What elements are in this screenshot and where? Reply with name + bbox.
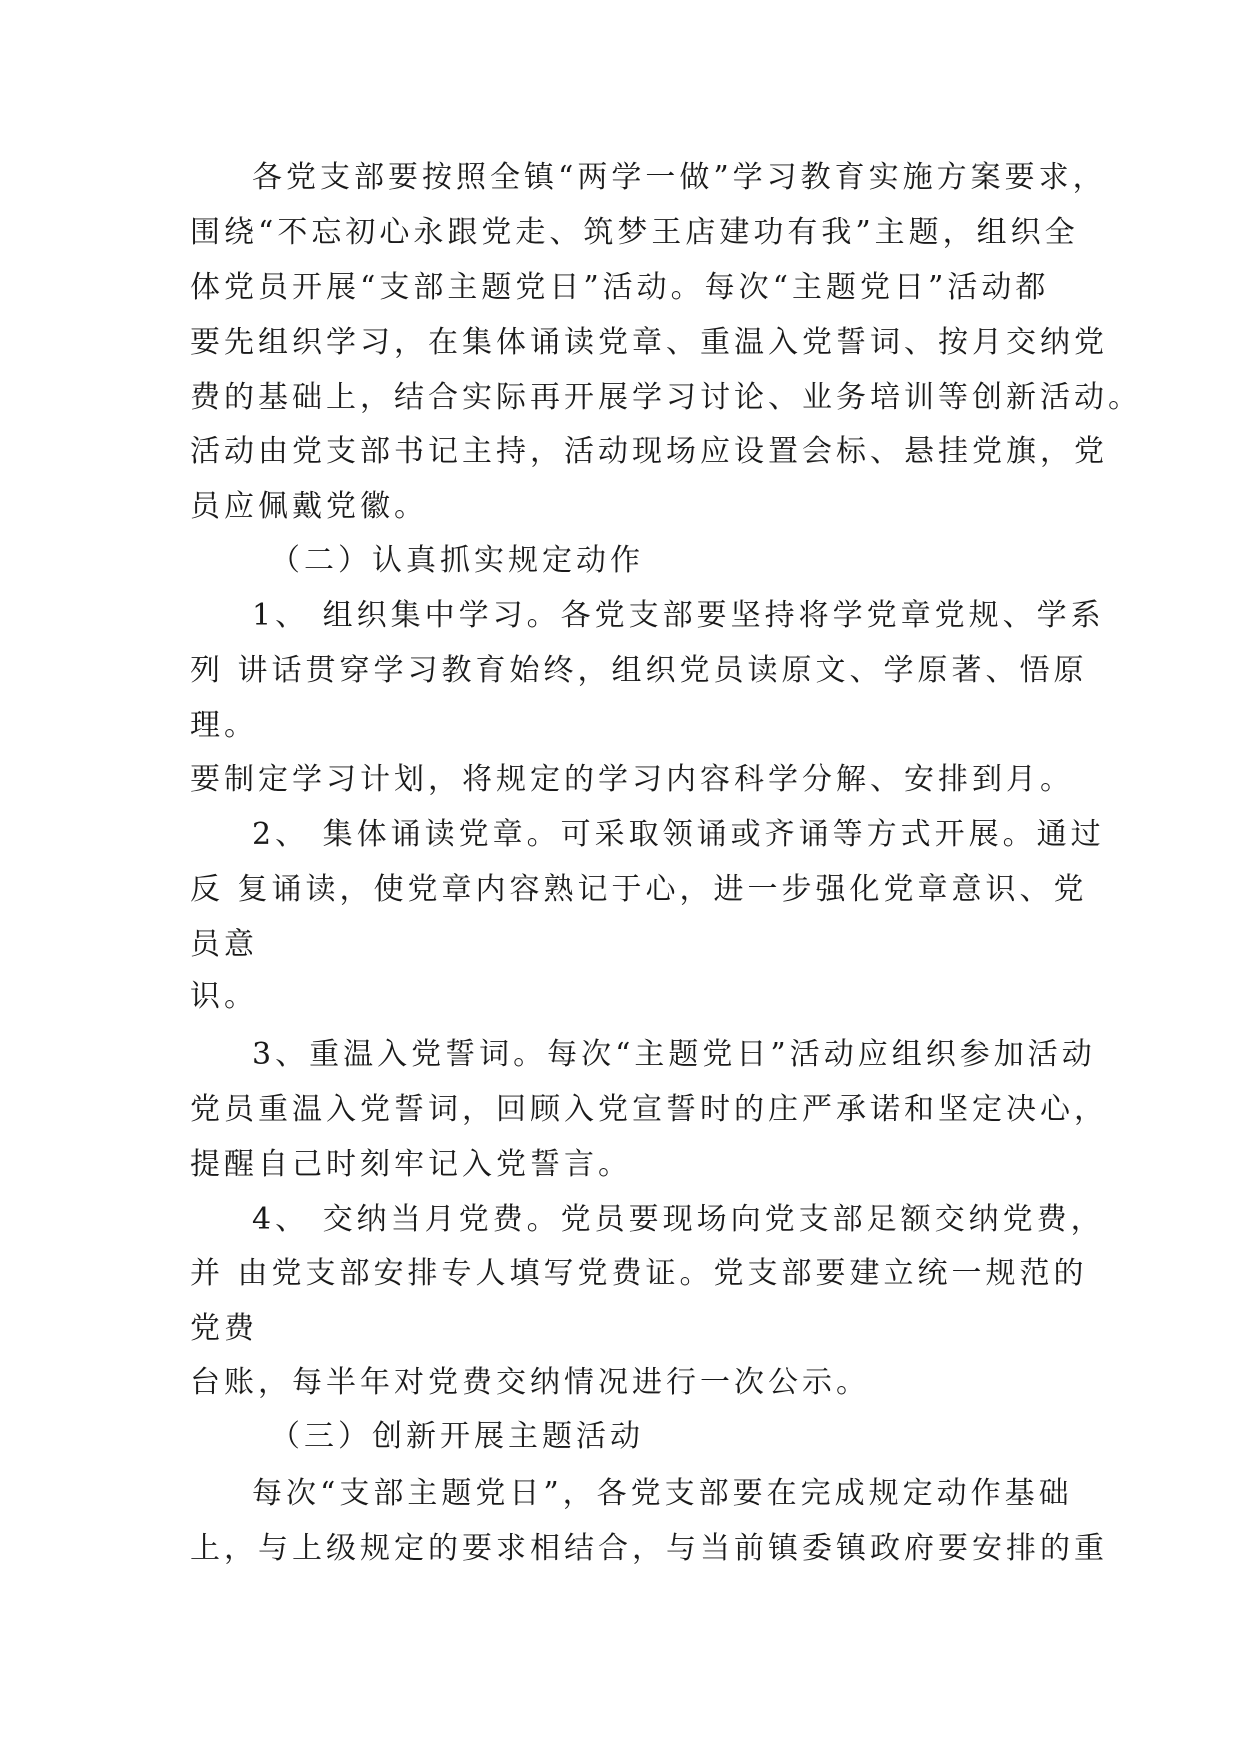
list-item-line: 台账，每半年对党费交纳情况进行一次公示。: [190, 1365, 870, 1400]
list-item-line: 员意: [190, 927, 258, 962]
list-item-line: 理。: [190, 708, 258, 743]
paragraph-line: 上，与上级规定的要求相结合，与当前镇委镇政府要安排的重: [190, 1531, 1108, 1566]
paragraph-line: 各党支部要按照全镇“两学一做”学习教育实施方案要求，: [252, 160, 1107, 195]
list-item-line: 列 讲话贯穿学习教育始终，组织党员读原文、学原著、悟原: [190, 653, 1088, 688]
list-item-line: 3、重温入党誓词。每次“主题党日”活动应组织参加活动: [252, 1037, 1096, 1072]
section-heading: （二）认真抓实规定动作: [270, 543, 644, 578]
paragraph-line: 费的基础上，结合实际再开展学习讨论、业务培训等创新活动。: [190, 380, 1142, 415]
paragraph-line: 活动由党支部书记主持，活动现场应设置会标、悬挂党旗，党: [190, 434, 1108, 469]
list-item-line: 党费: [190, 1311, 258, 1346]
paragraph-line: 每次“支部主题党日”，各党支部要在完成规定动作基础: [252, 1476, 1073, 1511]
list-item-line: 反 复诵读，使党章内容熟记于心，进一步强化党章意识、党: [190, 872, 1088, 907]
paragraph-line: 要先组织学习，在集体诵读党章、重温入党誓词、按月交纳党: [190, 325, 1108, 360]
list-item-line: 要制定学习计划，将规定的学习内容科学分解、安排到月。: [190, 762, 1074, 797]
paragraph-line: 员应佩戴党徽。: [190, 489, 428, 524]
paragraph-line: 围绕“不忘初心永跟党走、筑梦王店建功有我”主题，组织全: [190, 215, 1079, 250]
list-item-line: 2、 集体诵读党章。可采取领诵或齐诵等方式开展。通过: [252, 817, 1105, 852]
list-item-line: 提醒自己时刻牢记入党誓言。: [190, 1147, 632, 1182]
list-item-line: 识。: [190, 979, 258, 1014]
list-item-line: 并 由党支部安排专人填写党费证。党支部要建立统一规范的: [190, 1256, 1088, 1291]
paragraph-line: 体党员开展“支部主题党日”活动。每次“主题党日”活动都: [190, 270, 1050, 305]
list-item-line: 4、 交纳当月党费。党员要现场向党支部足额交纳党费，: [252, 1202, 1105, 1237]
list-item-line: 党员重温入党誓词，回顾入党宣誓时的庄严承诺和坚定决心，: [190, 1092, 1108, 1127]
section-heading: （三）创新开展主题活动: [270, 1419, 644, 1454]
list-item-line: 1、 组织集中学习。各党支部要坚持将学党章党规、学系: [252, 598, 1105, 633]
